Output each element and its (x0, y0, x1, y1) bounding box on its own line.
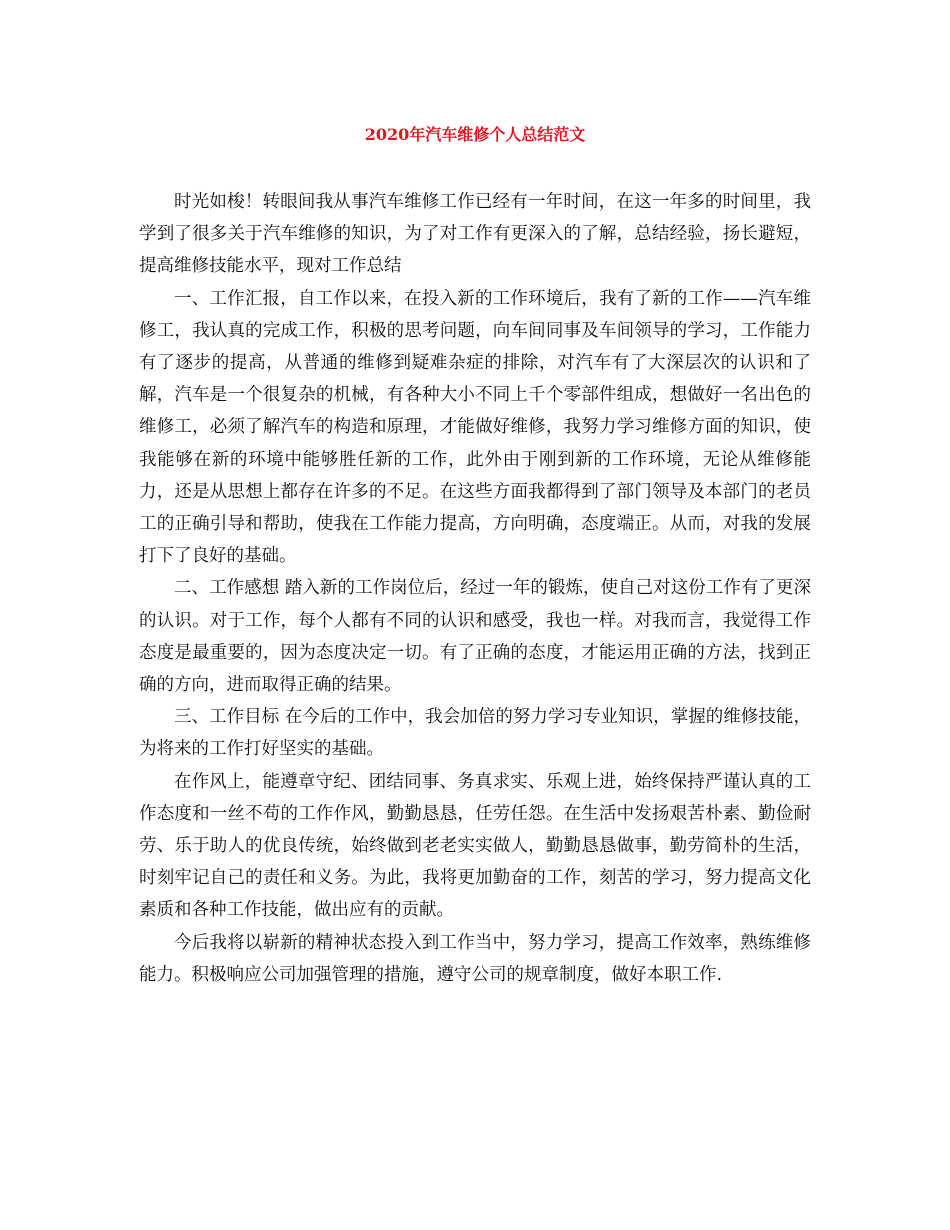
paragraph-work-report: 一、工作汇报，自工作以来，在投入新的工作环境后，我有了新的工作——汽车维修工，我认真的完成工作，积极的思考问题，向车间同事及车间领导的学习，工作能力有了逐步的提高，从普通的维修到疑难杂症的排除，对汽车有了大深层次的认识和了解，汽车是一个很复杂的机械，有各种大小不同上千个零部件组成，想做好一名出色的维修工，必须了解汽车的构造和原理，才能做好维修，我努力学习维修方面的知识，使我能够在新的环境中能够胜任新的工作，此外由于刚到新的工作环境，无论从维修能力，还是从思想上都存在许多的不足。在这些方面我都得到了部门领导及本部门的老员工的正确引导和帮助，使我在工作能力提高，方向明确，态度端正。从而，对我的发展打下了良好的基础。 (139, 288, 811, 567)
document-title: 2020年汽车维修个人总结范文 (364, 125, 586, 144)
paragraph-work-thoughts: 二、工作感想 踏入新的工作岗位后，经过一年的锻炼，使自己对这份工作有了更深的认识。对于工作，每个人都有不同的认识和感受，我也一样。对我而言，我觉得工作态度是最重要的，因为态度决定一切。有了正确的态度，才能运用正确的方法，找到正确的方向，进而取得正确的结果。 (139, 578, 811, 696)
paragraph-intro: 时光如梭！转眼间我从事汽车维修工作已经有一年时间，在这一年多的时间里，我学到了很多关于汽车维修的知识，为了对工作有更深入的了解，总结经验，扬长避短，提高维修技能水平，现对工作总结 (139, 192, 811, 277)
paragraph-work-goals: 三、工作目标 在今后的工作中，我会加倍的努力学习专业知识，掌握的维修技能，为将来的工作打好坚实的基础。 (139, 707, 811, 760)
paragraph-conclusion: 今后我将以崭新的精神状态投入到工作当中，努力学习，提高工作效率，熟练维修能力。积极响应公司加强管理的措施，遵守公司的规章制度，做好本职工作. (139, 932, 811, 985)
document-body (139, 186, 811, 991)
paragraph-work-style: 在作风上，能遵章守纪、团结同事、务真求实、乐观上进，始终保持严谨认真的工作态度和一丝不苟的工作作风，勤勤恳恳，任劳任怨。在生活中发扬艰苦朴素、勤俭耐劳、乐于助人的优良传统，始终做到老老实实做人，勤勤恳恳做事，勤劳简朴的生活，时刻牢记自己的责任和义务。为此，我将更加勤奋的工作，刻苦的学习，努力提高文化素质和各种工作技能，做出应有的贡献。 (139, 771, 811, 921)
